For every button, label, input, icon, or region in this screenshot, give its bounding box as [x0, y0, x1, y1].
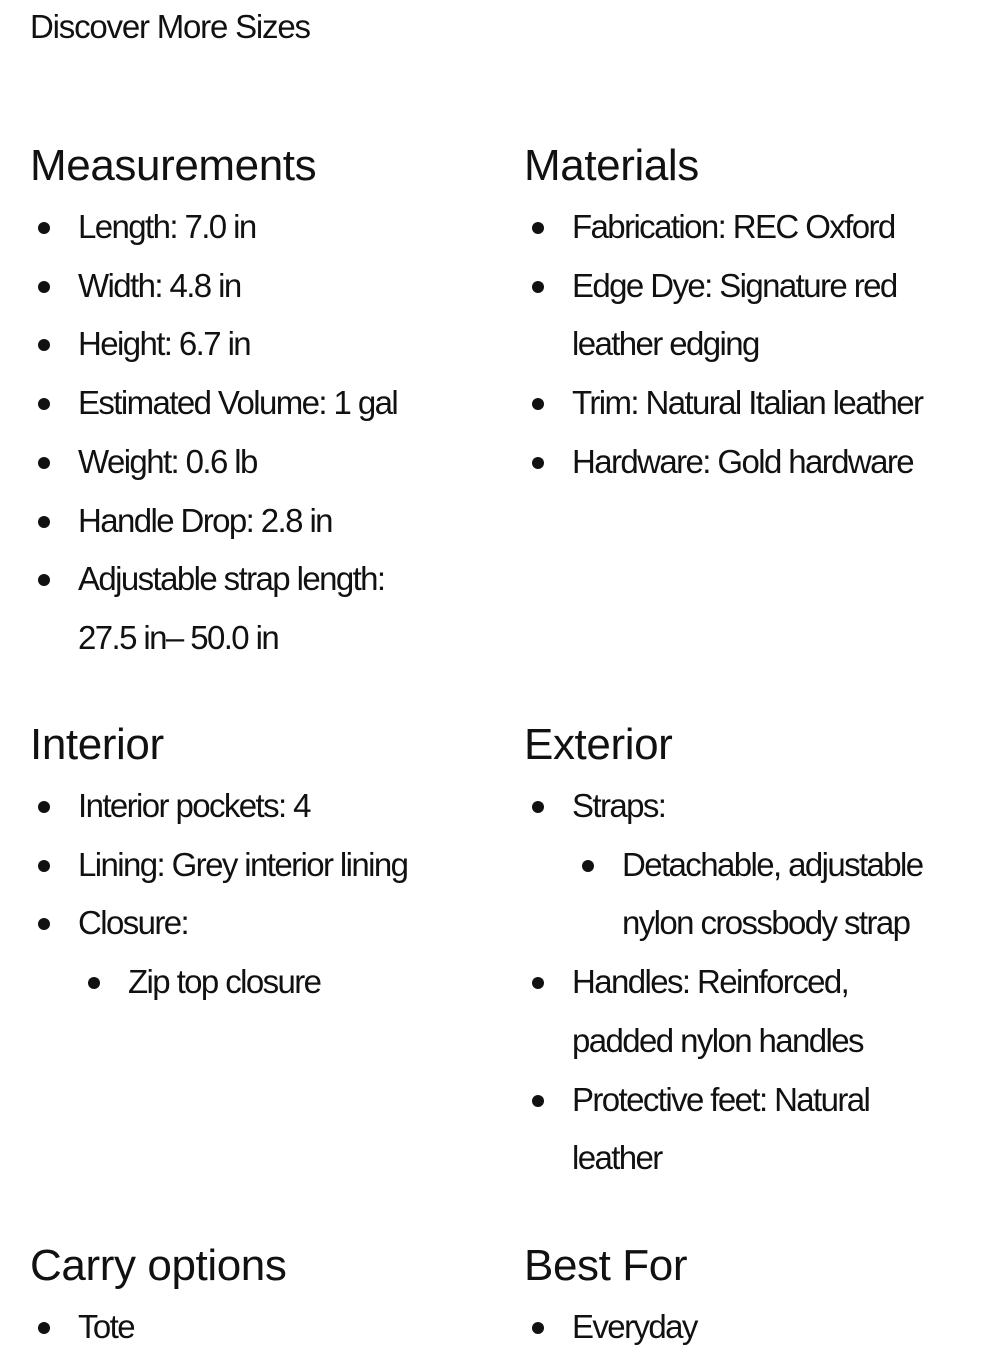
carry-options-section: [30, 1240, 480, 1357]
measurements-heading: Measurements: [30, 141, 317, 190]
list-item: Adjustable strap length: 27.5 in– 50.0 in: [30, 550, 438, 667]
closure-label: Closure:: [78, 904, 189, 942]
list-item: Fabrication: REC Oxford: [524, 198, 984, 257]
list-item: Estimated Volume: 1 gal: [30, 374, 480, 433]
list-item: Interior pockets: 4: [30, 777, 480, 836]
best-for-list: [524, 1298, 984, 1357]
list-item: Handle Drop: 2.8 in: [30, 492, 480, 551]
straps-label: Straps:: [572, 787, 666, 824]
exterior-list: [524, 777, 984, 1188]
materials-section: [524, 140, 984, 492]
best-for-heading: Best For: [524, 1241, 688, 1290]
measurements-section: [30, 140, 480, 668]
list-item: Hardware: Gold hardware: [524, 433, 984, 492]
list-item: Everyday: [524, 1298, 984, 1357]
list-item: Detachable, adjustable nylon crossbody strap: [572, 836, 972, 953]
carry-options-heading: Carry options: [30, 1241, 287, 1290]
exterior-section: [524, 719, 984, 1188]
list-item: Width: 4.8 in: [30, 257, 480, 316]
list-item: Weight: 0.6 lb: [30, 433, 480, 492]
list-item: Handles: Reinforced, padded nylon handles: [524, 953, 922, 1070]
list-item: Trim: Natural Italian leather: [524, 374, 984, 433]
straps-sublist: [572, 836, 984, 953]
list-item: Tote: [30, 1298, 480, 1357]
list-item: Length: 7.0 in: [30, 198, 480, 257]
discover-more-sizes-link[interactable]: Discover More Sizes: [30, 8, 310, 45]
interior-section: [30, 719, 480, 1012]
closure-sublist: [78, 953, 480, 1012]
list-item: [30, 894, 480, 1011]
list-item: Zip top closure: [78, 953, 480, 1012]
interior-heading: Interior: [30, 720, 164, 769]
best-for-section: [524, 1240, 984, 1357]
materials-list: [524, 198, 984, 492]
exterior-heading: Exterior: [524, 720, 673, 769]
list-item: Edge Dye: Signature red leather edging: [524, 257, 942, 374]
measurements-list: [30, 198, 480, 668]
list-item: [524, 777, 984, 953]
materials-heading: Materials: [524, 141, 699, 190]
list-item: Lining: Grey interior lining: [30, 836, 480, 895]
list-item: Height: 6.7 in: [30, 315, 480, 374]
list-item: Protective feet: Natural leather: [524, 1071, 932, 1188]
carry-options-list: [30, 1298, 480, 1357]
interior-list: [30, 777, 480, 1012]
